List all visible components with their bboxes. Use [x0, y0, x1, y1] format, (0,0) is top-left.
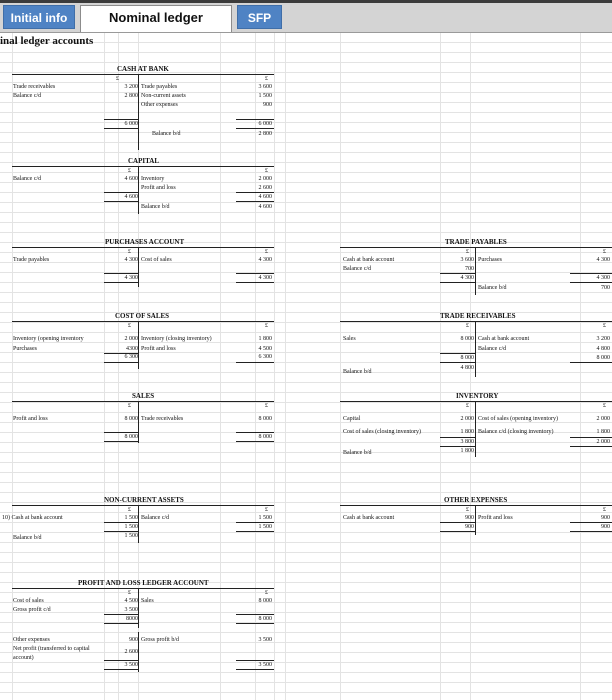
ledger-total: 4 600 — [258, 194, 272, 200]
account-title: NON-CURRENT ASSETS — [104, 496, 184, 504]
ledger-entry-label: account) — [13, 655, 34, 661]
ledger-entry-label: Inventory — [141, 176, 165, 182]
ledger-entry-amount: 2 600 — [124, 649, 138, 655]
ledger-entry-label: Balance c/d — [343, 266, 372, 272]
ledger-entry-label: Cost of sales — [13, 598, 44, 604]
ledger-total: 8 000 — [124, 434, 138, 440]
sheet-title: inal ledger accounts — [0, 35, 94, 47]
ledger-entry-label: Sales — [141, 598, 154, 604]
ledger-entry-label: Sales — [343, 336, 356, 342]
currency-symbol: £ — [116, 76, 119, 82]
ledger-total: 1 500 — [124, 524, 138, 530]
ledger-entry-amount: 1 500 — [124, 533, 138, 539]
ledger-entry-amount: 4 600 — [258, 204, 272, 210]
account-title: COST OF SALES — [115, 312, 170, 320]
ledger-total: 8 000 — [258, 434, 272, 440]
account-title: CAPITAL — [128, 157, 159, 165]
ledger-entry-label: Gross profit c/d — [13, 607, 51, 613]
ledger-entry-amount: 4 800 — [460, 365, 474, 371]
ledger-entry-label: Other expenses — [13, 637, 50, 643]
currency-symbol: £ — [128, 403, 131, 409]
ledger-total: 6 000 — [124, 121, 138, 127]
account-title: TRADE RECEIVABLES — [440, 312, 516, 320]
ledger-entry-label: Trade payables — [13, 257, 50, 263]
ledger-entry-label: Balance c/d — [13, 93, 42, 99]
ledger-entry-amount: 2 800 — [258, 131, 272, 137]
ledger-entry-amount: 3 500 — [124, 607, 138, 613]
ledger-entry-amount: 3 200 — [596, 336, 610, 342]
tab-sfp[interactable]: SFP — [237, 5, 282, 29]
ledger-entry-label: Balance b/d — [152, 131, 181, 137]
ledger-total: 4 600 — [124, 194, 138, 200]
currency-symbol: £ — [265, 507, 268, 513]
ledger-total: 6 300 — [258, 354, 272, 360]
currency-symbol: £ — [265, 249, 268, 255]
ledger-entry-amount: 700 — [465, 266, 474, 272]
ledger-entry-amount: 700 — [601, 285, 610, 291]
ledger-total: 8 000 — [596, 355, 610, 361]
ledger-total: 6 000 — [258, 121, 272, 127]
ledger-total: 3 500 — [258, 662, 272, 668]
ledger-entry-label: Inventory (opening inventory — [13, 336, 84, 342]
ledger-entry-amount: 900 — [465, 515, 474, 521]
ledger-entry-label: Trade receivables — [13, 84, 56, 90]
ledger-entry-amount: 4 500 — [258, 346, 272, 352]
tab-initial-info[interactable]: Initial info — [3, 5, 75, 29]
ledger-entry-label: Cost of sales (closing inventory) — [343, 429, 421, 435]
ledger-entry-label: Gross profit b/d — [141, 637, 179, 643]
ledger-total: 4 300 — [596, 275, 610, 281]
ledger-entry-amount: 1 800 — [460, 429, 474, 435]
account-title: CASH AT BANK — [117, 65, 169, 73]
ledger-entry-label: Balance c/d — [13, 176, 42, 182]
ledger-entry-amount: 1 500 — [258, 93, 272, 99]
ledger-entry-amount: 2 000 — [124, 336, 138, 342]
ledger-entry-amount: 2 000 — [460, 416, 474, 422]
ledger-entry-amount: 2 000 — [596, 416, 610, 422]
ledger-entry-label: Inventory (closing inventory) — [141, 336, 212, 342]
ledger-entry-amount: 8 000 — [258, 416, 272, 422]
currency-symbol: £ — [265, 403, 268, 409]
account-title: OTHER EXPENSES — [444, 496, 508, 504]
ledger-entry-amount: 4 800 — [596, 346, 610, 352]
ledger-entry-label: Other expenses — [141, 102, 178, 108]
currency-symbol: £ — [128, 590, 131, 596]
ledger-entry-amount: 4 300 — [124, 257, 138, 263]
ledger-entry-label: Non-current assets — [141, 93, 186, 99]
ledger-entry-amount: 1 500 — [258, 515, 272, 521]
ledger-entry-label: Balance b/d — [343, 450, 372, 456]
ledger-entry-amount: 3 200 — [124, 84, 138, 90]
ledger-entry-amount: 900 — [601, 515, 610, 521]
ledger-entry-amount: 2 600 — [258, 185, 272, 191]
currency-symbol: £ — [603, 249, 606, 255]
ledger-entry-amount: 1 800 — [258, 336, 272, 342]
currency-symbol: £ — [603, 323, 606, 329]
ledger-total: 900 — [465, 524, 474, 530]
ledger-entry-amount: 4 600 — [124, 176, 138, 182]
currency-symbol: £ — [265, 323, 268, 329]
currency-symbol: £ — [466, 249, 469, 255]
ledger-entry-label: Cash at bank account — [343, 515, 395, 521]
currency-symbol: £ — [466, 507, 469, 513]
spreadsheet-grid[interactable] — [0, 33, 612, 700]
currency-symbol: £ — [603, 507, 606, 513]
ledger-entry-label: Balance b/d — [13, 535, 42, 541]
account-title: PURCHASES ACCOUNT — [105, 238, 185, 246]
ledger-entry-amount: 4 300 — [596, 257, 610, 263]
tab-nominal-ledger-accounts[interactable]: Nominal ledger — [80, 5, 232, 32]
ledger-entry-label: Balance c/d (closing inventory) — [478, 429, 554, 435]
currency-symbol: £ — [603, 403, 606, 409]
ledger-entry-label: Balance b/d — [478, 285, 507, 291]
ledger-entry-label: Trade payables — [141, 84, 178, 90]
ledger-entry-label: Profit and loss — [13, 416, 48, 422]
ledger-total: 6 300 — [124, 354, 138, 360]
ledger-entry-label: Net profit (transferred to capital — [13, 646, 90, 652]
ledger-entry-label: Cash at bank account — [343, 257, 395, 263]
ledger-total: 4 300 — [258, 275, 272, 281]
currency-symbol: £ — [128, 323, 131, 329]
account-title: INVENTORY — [456, 392, 499, 400]
account-title: SALES — [132, 392, 155, 400]
ledger-entry-amount: 8 000 — [124, 416, 138, 422]
ledger-total: 8000 — [126, 616, 138, 622]
account-title: PROFIT AND LOSS LEDGER ACCOUNT — [78, 579, 209, 587]
ledger-entry-amount: 8 000 — [460, 336, 474, 342]
ledger-entry-label: Cost of sales — [141, 257, 172, 263]
ledger-entry-label: 10) Cash at bank account — [2, 515, 63, 521]
ledger-entry-amount: 1 500 — [124, 515, 138, 521]
ledger-entry-amount: 3 600 — [460, 257, 474, 263]
ledger-total: 4 300 — [124, 275, 138, 281]
ledger-entry-label: Purchases — [13, 346, 37, 352]
sheet-tab-bar — [0, 0, 612, 33]
ledger-entry-label: Balance b/d — [343, 369, 372, 375]
currency-symbol: £ — [128, 168, 131, 174]
ledger-entry-amount: 900 — [263, 102, 272, 108]
ledger-total: 3 800 — [460, 439, 474, 445]
ledger-entry-label: Profit and loss — [141, 346, 176, 352]
currency-symbol: £ — [466, 323, 469, 329]
ledger-total: 900 — [601, 524, 610, 530]
ledger-entry-label: Trade receivables — [141, 416, 184, 422]
ledger-entry-label: Purchases — [478, 257, 502, 263]
currency-symbol: £ — [128, 249, 131, 255]
currency-symbol: £ — [265, 590, 268, 596]
ledger-entry-amount: 2 000 — [258, 176, 272, 182]
ledger-entry-amount: 4 300 — [258, 257, 272, 263]
ledger-total: 8 000 — [258, 616, 272, 622]
ledger-entry-amount: 4 500 — [124, 598, 138, 604]
ledger-entry-label: Capital — [343, 416, 361, 422]
ledger-total: 4 300 — [460, 275, 474, 281]
ledger-total: 2 000 — [596, 439, 610, 445]
ledger-entry-label: Balance c/d — [478, 346, 507, 352]
ledger-entry-label: Profit and loss — [141, 185, 176, 191]
ledger-entry-label: Balance c/d — [141, 515, 170, 521]
currency-symbol: £ — [265, 168, 268, 174]
ledger-total: 8 000 — [460, 355, 474, 361]
currency-symbol: £ — [265, 76, 268, 82]
ledger-entry-label: Balance b/d — [141, 204, 170, 210]
currency-symbol: £ — [128, 507, 131, 513]
ledger-entry-amount: 2 800 — [124, 93, 138, 99]
ledger-total: 3 500 — [124, 662, 138, 668]
ledger-entry-label: Cash at bank account — [478, 336, 530, 342]
ledger-entry-amount: 900 — [129, 637, 138, 643]
ledger-entry-amount: 8 000 — [258, 598, 272, 604]
currency-symbol: £ — [466, 403, 469, 409]
ledger-entry-amount: 3 600 — [258, 84, 272, 90]
ledger-entry-label: Cost of sales (opening inventory) — [478, 416, 558, 422]
ledger-entry-amount: 1 800 — [460, 448, 474, 454]
ledger-entry-label: Profit and loss — [478, 515, 513, 521]
ledger-entry-amount: 3 500 — [258, 637, 272, 643]
ledger-total: 1 500 — [258, 524, 272, 530]
ledger-entry-amount: 1 800 — [596, 429, 610, 435]
account-title: TRADE PAYABLES — [445, 238, 507, 246]
ledger-entry-amount: 4300 — [126, 346, 138, 352]
